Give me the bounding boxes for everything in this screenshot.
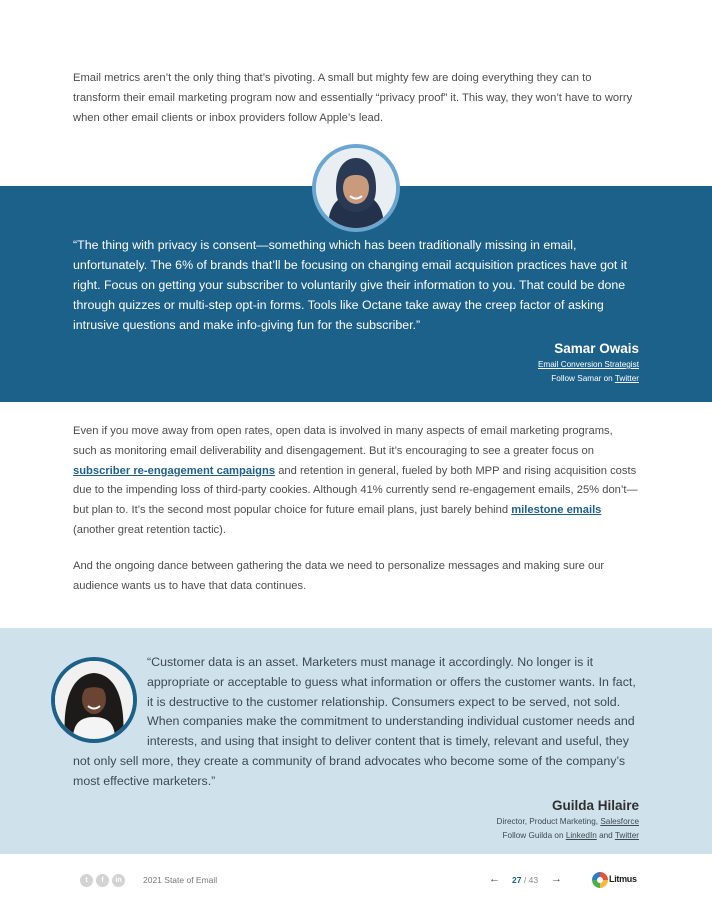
body-paragraph-2: And the ongoing dance between gathering the data we need to personalize messages and making sure our audience wants us to have that data continues. xyxy=(73,560,605,592)
body1-part2: and retention in general, fueled by both MPP and rising acquisition costs due to the impending loss of third-party cookies. Although 41% currently send re-engagement emails, 25% don’t—but plan to. It’s the second most popular choice for future email plans, just barely behind xyxy=(73,464,638,517)
linkedin-icon[interactable]: in xyxy=(112,874,125,887)
guilda-quote-text: “Customer data is an asset. Marketers must manage it accordingly. No longer is it appropriate or acceptable to guess what information or offers the customer wants. In fact, it is destructive to the customer relationship. Consumers expect to be served, not sold. When companies make the commitment to understanding individual customer needs and interests, and using that insight to deliver content that is timely, relevant and useful, they not only sell more, they create a community of brand advocates who become some of the company’s most effective marketers.” xyxy=(73,655,636,788)
samar-follow xyxy=(551,374,639,383)
samar-twitter-link[interactable]: Twitter xyxy=(614,374,639,383)
twitter-icon[interactable]: t xyxy=(80,874,93,887)
samar-role-link[interactable]: Email Conversion Strategist xyxy=(537,360,639,369)
guilda-role xyxy=(497,817,639,826)
samar-portrait-icon xyxy=(316,148,396,228)
page-separator: / xyxy=(523,875,527,885)
samar-name: Samar Owais xyxy=(554,341,639,356)
body-paragraph-1 xyxy=(73,422,639,541)
facebook-icon[interactable]: f xyxy=(96,874,109,887)
guilda-follow-and: and xyxy=(599,831,613,840)
samar-quote: “The thing with privacy is consent—something which has been traditionally missing in email, unfortunately. The 6% of brands that’ll be focusing on changing email acquisition practices have got it right. Focus on getting your subscriber to voluntarily give their information to you. That could be done through quizzes or multi-step opt-in forms. Tools like Octane take away the creep factor of asking intrusive questions and make info-giving fun for the subscriber.” xyxy=(73,238,628,332)
page-footer xyxy=(0,866,712,896)
guilda-quote xyxy=(73,653,639,792)
guilda-role-prefix: Director, Product Marketing, xyxy=(496,817,599,826)
litmus-logo-text: Litmus xyxy=(609,874,637,884)
guilda-name: Guilda Hilaire xyxy=(551,798,639,813)
quote-avatar-spacer xyxy=(73,653,147,751)
re-engagement-link[interactable]: subscriber re-engagement campaigns xyxy=(73,464,276,477)
document-title: 2021 State of Email xyxy=(143,875,218,885)
samar-avatar xyxy=(312,144,400,232)
body1-part3: (another great retention tactic). xyxy=(73,523,226,536)
prev-page-arrow-icon[interactable]: ← xyxy=(489,873,500,885)
milestone-emails-link[interactable]: milestone emails xyxy=(511,504,602,517)
guilda-linkedin-link[interactable]: LinkedIn xyxy=(565,831,597,840)
current-page: 27 xyxy=(512,875,522,885)
samar-follow-prefix: Follow Samar on xyxy=(551,374,613,383)
litmus-logo-icon xyxy=(592,872,608,888)
page-indicator xyxy=(512,875,538,885)
salesforce-link[interactable]: Salesforce xyxy=(600,817,639,826)
body1-part1: Even if you move away from open rates, open data is involved in many aspects of email marketing programs, such as monitoring email deliverability and disengagement. But it’s encouraging to see a greater focus on xyxy=(73,425,613,457)
guilda-twitter-link[interactable]: Twitter xyxy=(614,831,639,840)
guilda-follow xyxy=(503,831,639,840)
next-page-arrow-icon[interactable]: → xyxy=(551,873,562,885)
guilda-follow-prefix: Follow Guilda on xyxy=(502,831,564,840)
intro-paragraph: Email metrics aren’t the only thing that’s pivoting. A small but mighty few are doing everything they can to transform their email marketing program now and essentially “privacy proof” it. This way, they won’t have to worry when other email clients or inbox providers follow Apple’s lead. xyxy=(73,72,633,124)
total-pages: 43 xyxy=(528,875,539,885)
